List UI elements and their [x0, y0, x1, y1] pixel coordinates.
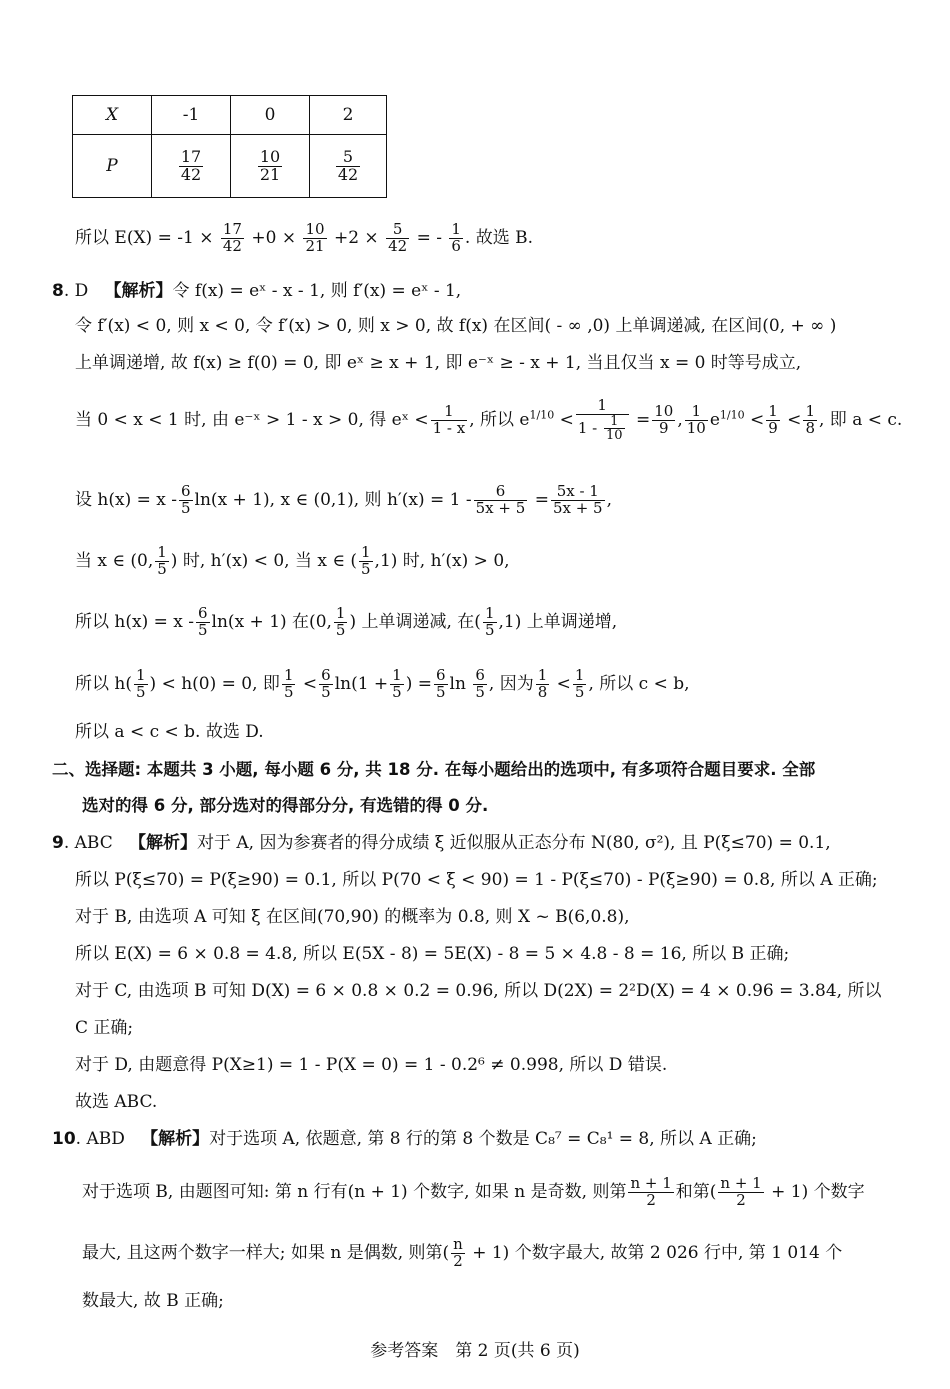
table-cell: [231, 135, 310, 198]
q9-line-3: 对于 B, 由选项 A 可知 ξ 在区间(70,90) 的概率为 0.8, 则 X ~ B(6,0.8),: [75, 907, 630, 927]
q9-line-5: 对于 C, 由选项 B 可知 D(X) = 6 × 0.8 × 0.2 = 0.96, 所以 D(2X) = 2²D(X) = 4 × 0.96 = 3.84, 所以: [75, 981, 882, 1001]
table-cell: [310, 135, 387, 198]
distribution-table: [72, 95, 387, 198]
q8-line-3: 上单调递增, 故 f(x) ≥ f(0) = 0, 即 eˣ ≥ x + 1, 即 e⁻ˣ ≥ - x + 1, 当且仅当 x = 0 时等号成立,: [75, 353, 802, 373]
table-row: [73, 135, 387, 198]
q9-line-7: 对于 D, 由题意得 P(X≥1) = 1 - P(X = 0) = 1 - 0.2⁶ ≠ 0.998, 所以 D 错误.: [75, 1055, 668, 1075]
table-cell: X: [73, 96, 152, 135]
table-cell: P: [73, 135, 152, 198]
q9-line-6: C 正确;: [75, 1018, 134, 1038]
table-cell: 0: [231, 96, 310, 135]
fraction: $\frac{17}{42}$: [180, 146, 202, 184]
q8-line-8: 所以 h( $\frac{1}{5}$ ) < h(0) = 0, 即 $\frac{1}{5}$ < $\frac{6}{5}$ ln(1 + $\frac{1}{5}$ ) = $\frac{6}{5}$ ln $\frac{6}{5}$ , 因为 $\frac{1}{8}$ < $\frac{1}{5}$ , 所以 c < b,: [75, 666, 690, 701]
q10-line-2: 对于选项 B, 由题图可知: 第 n 行有(n + 1) 个数字, 如果 n 是奇数, 则第 $\frac{n + 1}{2}$ 和第( $\frac{n + 1}{2}$ + 1) 个数字: [82, 1174, 865, 1209]
table-cell: -1: [152, 96, 231, 135]
table-cell: 2: [310, 96, 387, 135]
q8-line-6: 当 x ∈ (0, $\frac{1}{5}$ ) 时, h′(x) < 0, 当 x ∈ ( $\frac{1}{5}$ ,1) 时, h′(x) > 0,: [75, 543, 510, 578]
section-2-heading: 二、选择题: 本题共 3 小题, 每小题 6 分, 共 18 分. 在每小题给出的选项中, 有多项符合题目要求. 全部: [52, 760, 816, 779]
q10-line-3: 最大, 且这两个数字一样大; 如果 n 是偶数, 则第( $\frac{n}{2}$ + 1) 个数字最大, 故第 2 026 行中, 第 1 014 个: [82, 1235, 843, 1270]
fraction: $\frac{5}{42}$: [337, 146, 359, 184]
q8-line-2: 令 f′(x) < 0, 则 x < 0, 令 f′(x) > 0, 则 x > 0, 故 f(x) 在区间( - ∞ ,0) 上单调递减, 在区间(0, + ∞ ): [75, 316, 837, 336]
q10-line-4: 数最大, 故 B 正确;: [82, 1291, 224, 1311]
q8-line-5: 设 h(x) = x - $\frac{6}{5}$ ln(x + 1), x ∈ (0,1), 则 h′(x) = 1 - $\frac{6}{5x + 5}$ = $\frac{5x - 1}{5x + 5}$ ,: [75, 482, 613, 517]
q8-header: 8. D 【解析】令 f(x) = eˣ - x - 1, 则 f′(x) = eˣ - 1,: [52, 281, 462, 301]
table-cell: [152, 135, 231, 198]
q7-conclusion: 所以 E(X) = -1 × $\frac{17}{42}$ +0 × $\frac{10}{21}$ +2 × $\frac{5}{42}$ = - $\frac{1}{6}$ . 故选 B.: [75, 220, 534, 255]
fraction: $\frac{10}{21}$: [259, 146, 281, 184]
q9-line-8: 故选 ABC.: [75, 1092, 158, 1112]
q10-header: 10. ABD 【解析】对于选项 A, 依题意, 第 8 行的第 8 个数是 C₈⁷ = C₈¹ = 8, 所以 A 正确;: [52, 1129, 757, 1149]
q8-line-9: 所以 a < c < b. 故选 D.: [75, 722, 264, 742]
q9-header: 9. ABC 【解析】对于 A, 因为参赛者的得分成绩 ξ 近似服从正态分布 N(80, σ²), 且 P(ξ≤70) = 0.1,: [52, 833, 831, 853]
q8-line-7: 所以 h(x) = x - $\frac{6}{5}$ ln(x + 1) 在(0, $\frac{1}{5}$ ) 上单调递减, 在( $\frac{1}{5}$ ,1) 上单调递增,: [75, 604, 618, 639]
table-header-row: [73, 96, 387, 135]
q8-line-4: 当 0 < x < 1 时, 由 e⁻ˣ > 1 - x > 0, 得 eˣ < $\frac{1}{1 - x}$ , 所以 $e^{1/10}$ < 1 1 - $\frac{1}{10}$ = $\frac{10}{9}$ , $\frac{1}{10}$ $e^{1/10}$ < $\frac{1}{9}$ < $\frac{1}{8}$ , 即 a < c.: [75, 396, 903, 444]
page-footer: 参考答案 第 2 页(共 6 页): [370, 1341, 580, 1361]
q9-line-2: 所以 P(ξ≤70) = P(ξ≥90) = 0.1, 所以 P(70 < ξ < 90) = 1 - P(ξ≤70) - P(ξ≥90) = 0.8, 所以 A 正确;: [75, 870, 878, 890]
section-2-heading-cont: 选对的得 6 分, 部分选对的得部分分, 有选错的得 0 分.: [82, 796, 489, 815]
q9-line-4: 所以 E(X) = 6 × 0.8 = 4.8, 所以 E(5X - 8) = 5E(X) - 8 = 5 × 4.8 - 8 = 16, 所以 B 正确;: [75, 944, 790, 964]
